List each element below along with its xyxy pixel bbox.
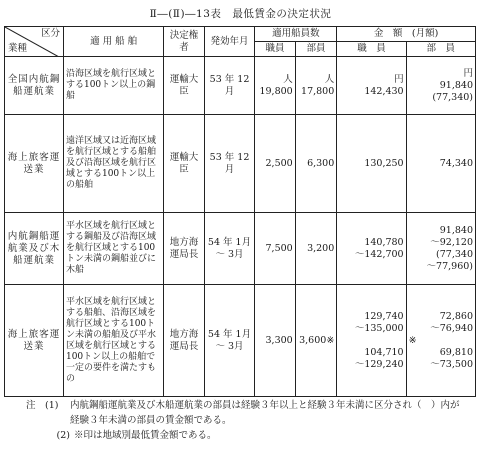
- row-crew: 3,200: [295, 213, 337, 285]
- unit-yen: 円: [463, 67, 473, 79]
- row-crew-wage-value: (77,340): [432, 91, 473, 103]
- row-type: 内航鋼船運航業及び木船運航業: [5, 213, 64, 285]
- row-staff-wage-value: ～142,700: [354, 248, 404, 260]
- header-gyoshu: 業種: [8, 43, 28, 54]
- row-crew-wage: [406, 213, 475, 285]
- row-date: 54 年 1月～ 3月: [204, 285, 255, 397]
- row-staff-wage-value: ～135,000: [354, 322, 404, 334]
- row-crew-value: 3,600: [299, 334, 327, 346]
- row-crew-wage: 74,340: [406, 115, 475, 213]
- header-crew: 部員: [295, 42, 337, 57]
- row-crew-wage-value: 91,840: [439, 79, 473, 91]
- header-kubun-gyoshu: [5, 27, 64, 57]
- header-staff: 職員: [255, 42, 295, 57]
- row-staff-wage: [337, 213, 406, 285]
- row-staff-wage: 130,250: [337, 115, 406, 213]
- row-ship: 平水区域を航行区域とする船舶、沿海区域を航行区域とする100トン未満の船舶及び平水区域を航行区域とする100トン以上の船舶で一定の要件を満たすもの: [63, 285, 163, 397]
- table-row: [5, 213, 476, 285]
- row-crew: [295, 57, 337, 115]
- row-crew-wage-value: 72,860: [439, 310, 473, 322]
- header-kubun: 区分: [40, 28, 60, 39]
- note-text: ※印は地域別最低賃金額である。: [74, 430, 217, 441]
- notes: [26, 398, 466, 443]
- row-crew-wage-value: ～76,940: [430, 322, 473, 334]
- row-crew-wage-value: ～92,120: [430, 236, 473, 248]
- unit-yen: 円: [394, 73, 404, 85]
- row-authority: 運輸大臣: [164, 57, 204, 115]
- header-date: 発効年月: [204, 27, 255, 57]
- row-date: 53 年 12 月: [204, 57, 255, 115]
- header-authority: 決定権者: [164, 27, 204, 57]
- row-crew-wage-value: 91,840: [439, 224, 473, 236]
- row-type: 海上旅客運送業: [5, 285, 64, 397]
- header-amount: 金 額 (月額): [337, 27, 476, 42]
- row-date: 53 年 12 月: [204, 115, 255, 213]
- row-crew-wage-value: ～77,960): [426, 260, 473, 272]
- row-staff-wage-value: 129,740: [364, 310, 404, 322]
- row-staff: 2,500: [255, 115, 295, 213]
- header-crew-count: 適用船員数: [255, 27, 337, 42]
- note-text: 内航鋼船運航業及び木船運航業の部員は経験３年以上と経験３年未満に区分され（ ）内が経験３年未満の部員の賃金額である。: [70, 400, 460, 426]
- note-item: [26, 428, 466, 443]
- minimum-wage-table: [4, 26, 476, 397]
- row-crew-wage-value: 69,810: [439, 346, 473, 358]
- note-item: [26, 398, 466, 428]
- row-staff-wage-value: 142,430: [364, 85, 404, 97]
- row-staff-value: 19,800: [259, 85, 293, 97]
- unit-people: 人: [283, 73, 293, 85]
- row-staff-wage-value: ～129,240: [354, 358, 404, 370]
- row-crew-wage: [406, 57, 475, 115]
- row-staff: 7,500: [255, 213, 295, 285]
- row-staff-wage-value: 140,780: [364, 236, 404, 248]
- unit-people: 人: [324, 73, 335, 85]
- header-staff-wage: 職 員: [337, 42, 406, 57]
- row-ship: 平水区域を航行区域とする鋼船及び沿海区域を航行区域とする100トン未満の鋼船並びに木船: [63, 213, 163, 285]
- row-crew: 6,300: [295, 115, 337, 213]
- row-crew-value: 17,800: [301, 85, 335, 97]
- row-ship: 遠洋区域又は近海区域を航行区域とする船舶及び沿海区域を航行区域とする100トン以上の船舶: [63, 115, 163, 213]
- row-authority: 地方海運局長: [164, 285, 204, 397]
- row-staff-wage: [337, 57, 406, 115]
- table-row: [5, 57, 476, 115]
- header-ship: 適 用 船 舶: [63, 27, 163, 57]
- row-staff-wage-value: 104,710: [364, 346, 404, 358]
- row-crew: [295, 285, 337, 397]
- row-crew-wage: [406, 285, 475, 397]
- row-staff: 3,300: [255, 285, 295, 397]
- row-type: 全国内航鋼船運航業: [5, 57, 64, 115]
- row-crew-wage-value: (77,340: [436, 248, 473, 260]
- note-label: 注 (1): [26, 400, 59, 411]
- row-type: 海上旅客運送業: [5, 115, 64, 213]
- row-staff: [255, 57, 295, 115]
- row-authority: 地方海運局長: [164, 213, 204, 285]
- row-staff-wage: [337, 285, 406, 397]
- footnote-mark: ※: [408, 334, 417, 346]
- header-crew-wage: 部 員: [406, 42, 475, 57]
- note-label: (2): [56, 430, 70, 441]
- row-ship: 沿海区域を航行区域とする100トン以上の鋼船: [63, 57, 163, 115]
- row-authority: 運輸大臣: [164, 115, 204, 213]
- table-title: Ⅱ―(Ⅱ)―13表 最低賃金の決定状況: [149, 8, 332, 20]
- table-row: [5, 285, 476, 397]
- table-row: [5, 115, 476, 213]
- footnote-mark: ※: [326, 334, 335, 346]
- row-date: 54 年 1月～ 3月: [204, 213, 255, 285]
- row-crew-wage-value: ～73,500: [430, 358, 473, 370]
